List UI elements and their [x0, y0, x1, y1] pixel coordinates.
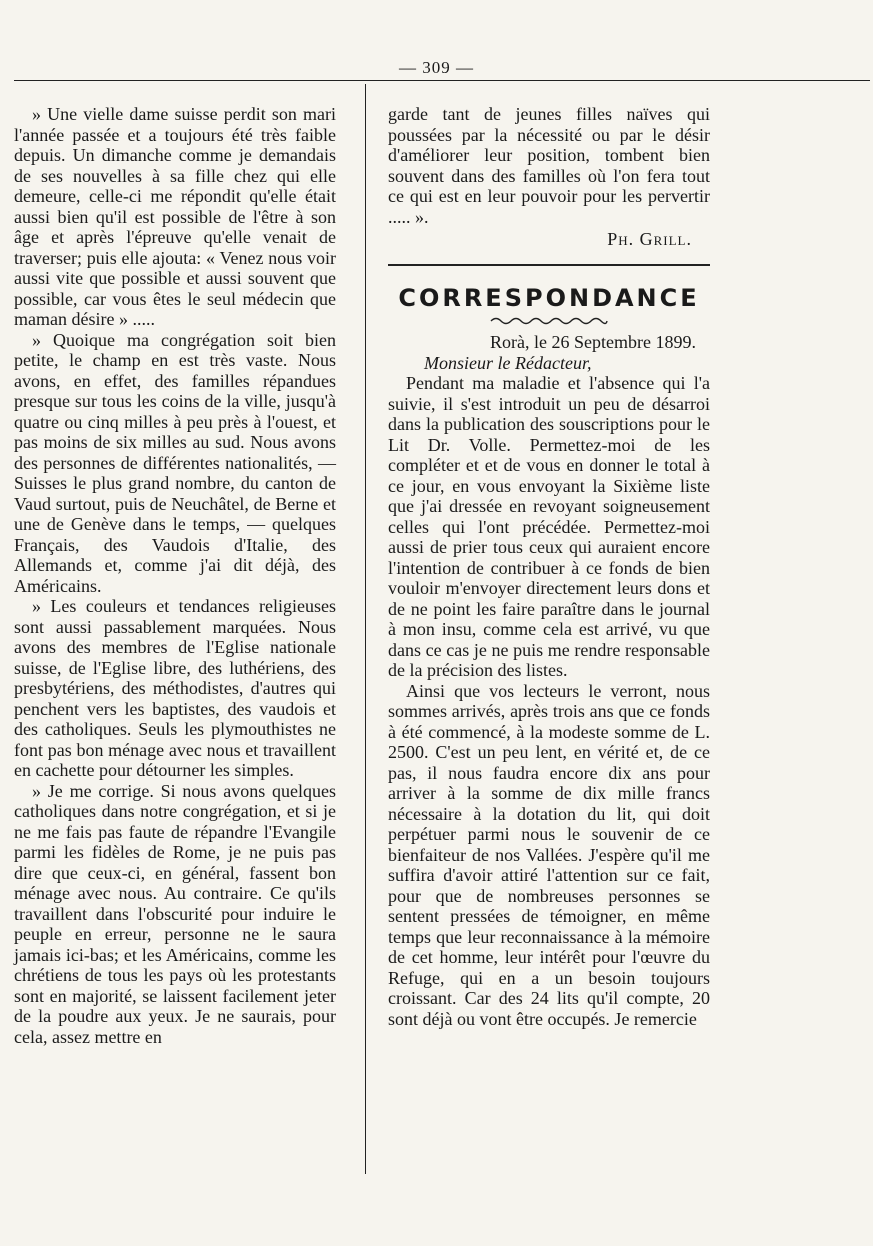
- letter-date: Rorà, le 26 Septembre 1899.: [490, 332, 696, 352]
- section-title: CORRESPONDANCE: [398, 283, 700, 312]
- letter-body: [388, 373, 710, 1029]
- left-paragraph: » Les couleurs et tendances religieuses sont aussi passablement marquées. Nous avons des membres de l'Eglise nationale suisse, de l'Eglise libre, des luthériens, des presbytériens, des méthodistes, d'autres qui penchent vers les baptistes, des vaudois et des catholiques. Seuls les plymouthistes ne font pas bon ménage avec nous et travaillent en cachette pour détourner les simples.: [14, 596, 336, 780]
- continued-paragraph: garde tant de jeunes filles naïves qui poussées par la nécessité ou par le désir d'améliorer leur position, tombent bien souvent dans des familles où l'on fera tout ce qui est en leur pouvoir pour les pervertir ..... ».: [388, 104, 710, 227]
- squiggle-ornament: [489, 316, 609, 326]
- letter-paragraph: Pendant ma maladie et l'absence qui l'a suivie, il s'est introduit un peu de désarroi dans la publication des souscriptions pour le Lit Dr. Volle. Permettez-moi de les compléter et et de vous en donner le total à ce jour, en vous envoyant la Sixième liste que j'ai dressée en revoyant soigneusement celles qui l'ont précédée. Permettez-moi aussi de prier tous ceux qui auraient encore l'intention de contribuer à ce fonds de bien vouloir m'envoyer directement leurs dons et de ne point les faire paraître dans le journal à mon insu, comme cela est arrivé, vu que dans ce cas je ne puis me rendre responsable de la précision des listes.: [388, 373, 710, 680]
- left-column: [14, 104, 336, 1047]
- left-paragraph: » Quoique ma congrégation soit bien petite, le champ en est très vaste. Nous avons, en effet, des familles répandues presque sur tous les coins de la ville, jusqu'à quatre ou cinq milles à peu près à l'ouest, et pas moins de six milles au sud. Nous avons des personnes de différentes nationalités, — Suisses le plus grand nombre, du canton de Vaud surtout, puis de Neuchâtel, de Berne et une de Genève dans le temps, — quelques Français, des Vaudois d'Italie, des Allemands et, comme j'ai dit déjà, des Américains.: [14, 329, 336, 596]
- right-column: [388, 104, 710, 1029]
- signature: Ph. Grill.: [607, 229, 692, 249]
- column-divider: [365, 84, 366, 1174]
- header-rule: [14, 80, 870, 81]
- left-paragraph: » Une vielle dame suisse perdit son mari l'année passée et a toujours été très faible depuis. Un dimanche comme je demandais de ses nouvelles à sa fille chez qui elle demeure, celle-ci me répondit qu'elle était aussi bien qu'il est possible de l'être à son âge et après l'épreuve qu'elle venait de traverser; puis elle ajouta: « Venez nous voir aussi vite que possible et aussi souvent que possible, car vous êtes le seul médecin que maman désire » .....: [14, 104, 336, 329]
- letter-paragraph: Ainsi que vos lecteurs le verront, nous sommes arrivés, après trois ans que ce fonds à été commencé, à la modeste somme de L. 2500. C'est un peu lent, en vérité et, de ce pas, il nous faudra encore dix ans pour arriver à la somme de dix mille francs nécessaire à la dotation du lit, qui doit perpétuer parmi nous le souvenir de ce bienfaiteur de nos Vallées. J'espère qu'il me suffira d'avoir attiré l'attention sur ce fait, pour que de nombreuses personnes se sentent pressées de témoigner, en même temps que leur reconnaissance à la mémoire de cet homme, leur intérêt pour l'œuvre du Refuge, qui en a un besoin toujours croissant. Car des 24 lits qu'il compte, 20 sont déjà ou vont être occupés. Je remercie: [388, 680, 710, 1029]
- section-rule: [388, 264, 710, 266]
- letter-salutation: Monsieur le Rédacteur,: [424, 352, 592, 373]
- page-number: — 309 —: [399, 58, 474, 77]
- left-paragraph: » Je me corrige. Si nous avons quelques catholiques dans notre congrégation, et si je ne me fais pas faute de répandre l'Evangile parmi les fidèles de Rome, je ne puis pas dire que ceux-ci, en général, fassent bon ménage avec nous. Au contraire. Ce qu'ils travaillent dans l'obscurité pour induire le peuple en erreur, personne ne le saura jamais ici-bas; et les Américains, comme les chrétiens de tous les pays où les protestants sont en majorité, se laissent facilement jeter de la poudre aux yeux. Je ne saurais, pour cela, assez mettre en: [14, 780, 336, 1047]
